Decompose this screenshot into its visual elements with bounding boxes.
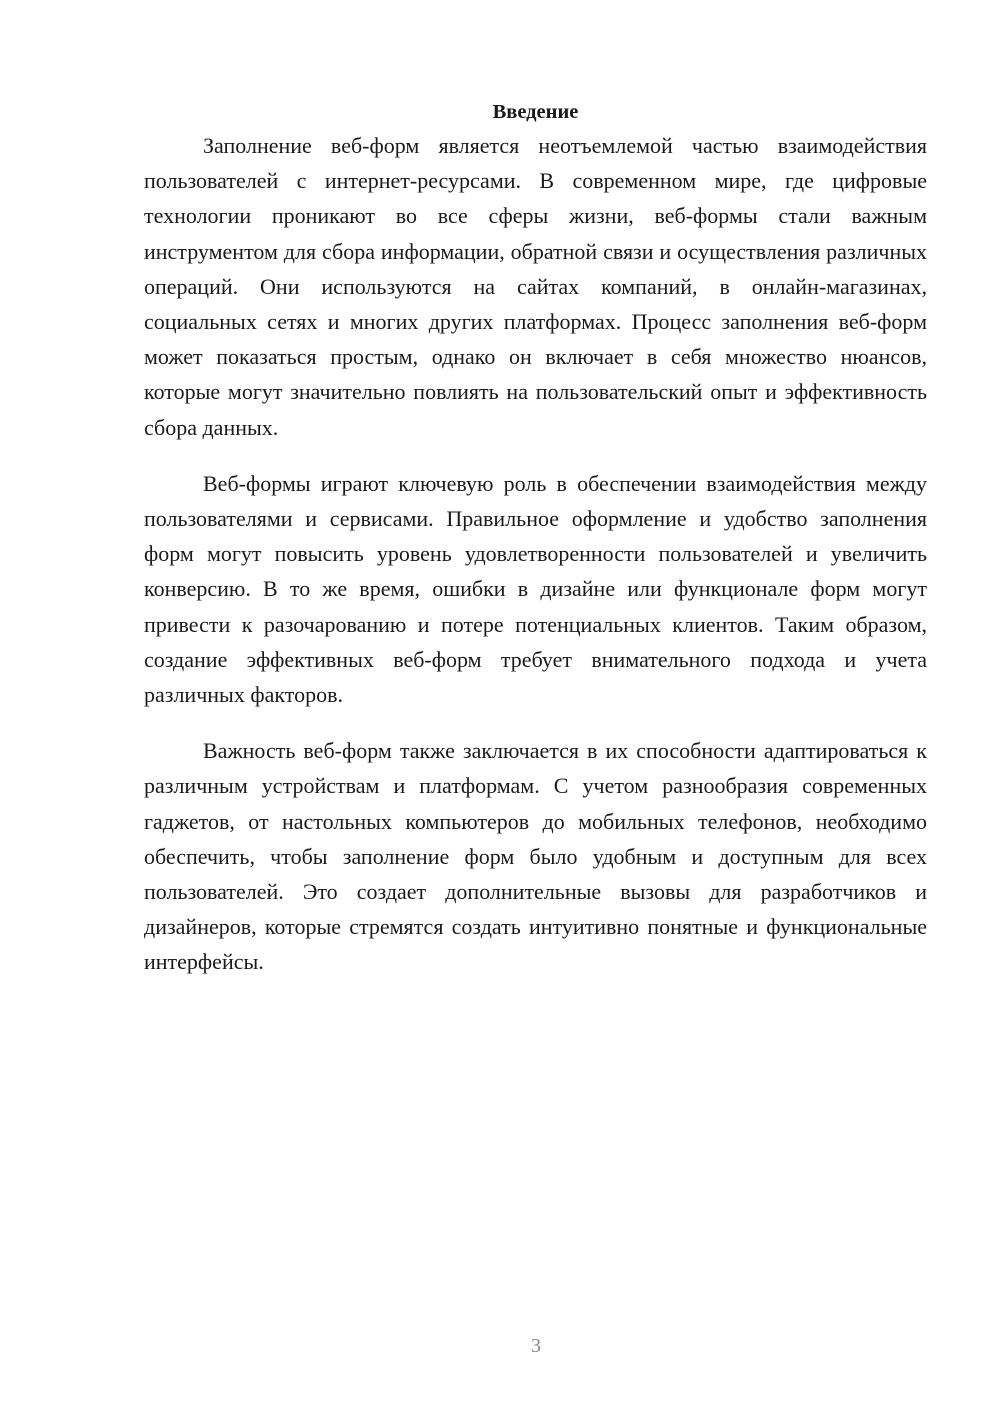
page-number: 3 xyxy=(531,1335,541,1357)
paragraph-3: Важность веб-форм также заключается в их способности адаптироваться к различным устройствам и платформам. С учетом разнообразия современных гаджетов, от настольных компьютеров до мобильных телефонов, необходимо обеспечить, чтобы заполнение форм было удобным и доступным для всех пользователей. Это создает дополнительные вызовы для разработчиков и дизайнеров, которые стремятся создать интуитивно понятные и функциональные интерфейсы. xyxy=(144,738,927,975)
paragraph-2: Веб-формы играют ключевую роль в обеспечении взаимодействия между пользователями и сервисами. Правильное оформление и удобство заполнения форм могут повысить уровень удовлетворенности пользователей и увеличить конверсию. В то же время, ошибки в дизайне или функционале форм могут привести к разочарованию и потере потенциальных клиентов. Таким образом, создание эффективных веб-форм требует внимательного подхода и учета различных факторов. xyxy=(144,470,927,708)
section-title: Введение xyxy=(492,101,579,123)
paragraph-1: Заполнение веб-форм является неотъемлемой частью взаимодействия пользователей с интернет-ресурсами. В современном мире, где цифровые технологии проникают во все сферы жизни, веб-формы стали важным инструментом для сбора информации, обратной связи и осуществления различных операций. Они используются на сайтах компаний, в онлайн-магазинах, социальных сетях и многих других платформах. Процесс заполнения веб-форм может показаться простым, однако он включает в себя множество нюансов, которые могут значительно повлиять на пользовательский опыт и эффективность сбора данных. xyxy=(144,133,927,440)
document-body xyxy=(144,96,927,980)
